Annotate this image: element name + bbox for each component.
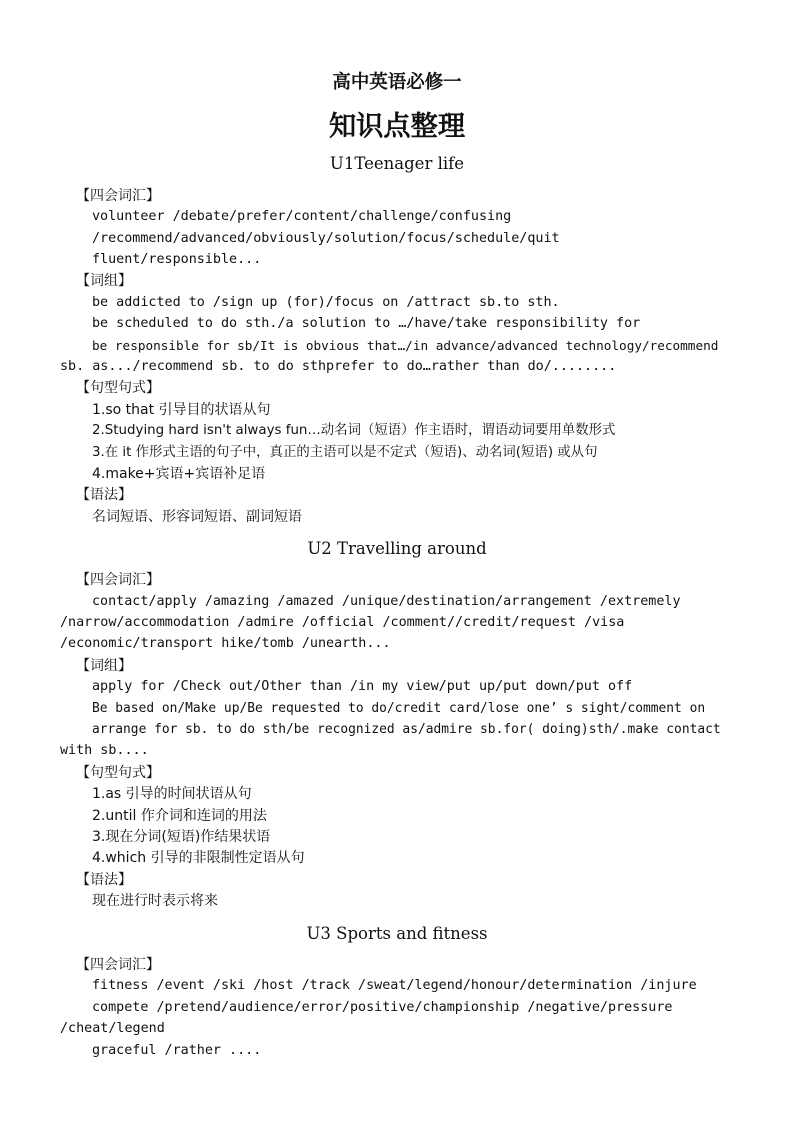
unit3-vocab-line: fitness /event /ski /host /track /sweat/legend/honour/determination /injure xyxy=(92,978,697,993)
unit1-sentence-label: 【句型句式】 xyxy=(76,380,160,396)
unit1-sentence-line: 2.Studying hard isn't always fun…动名词（短语）作主语时，谓语动词要用单数形式 xyxy=(92,423,616,438)
unit2-sentence-line: 2.until 作介词和连词的用法 xyxy=(92,808,267,824)
unit3-vocab-line: /cheat/legend xyxy=(60,1021,165,1036)
unit2-heading: U2 Travelling around xyxy=(307,539,487,558)
unit1-phrase-label: 【词组】 xyxy=(76,273,132,289)
unit2-sentence-line: 4.which 引导的非限制性定语从句 xyxy=(92,850,305,866)
unit2-sentence-label: 【句型句式】 xyxy=(76,765,160,781)
unit2-vocab-label: 【四会词汇】 xyxy=(76,572,160,588)
unit1-sentence-line: 3.在 it 作形式主语的句子中，真正的主语可以是不定式（短语)、动名词(短语) 或从句 xyxy=(92,445,598,460)
document-title: 高中英语必修一 xyxy=(332,72,462,93)
unit1-vocab-line: volunteer /debate/prefer/content/challenge/confusing xyxy=(92,209,512,224)
unit1-vocab-line: fluent/responsible... xyxy=(92,252,262,267)
unit2-grammar-label: 【语法】 xyxy=(76,872,132,888)
unit2-phrase-line: arrange for sb. to do sth/be recognized as/admire sb.for( doing)sth/.make contact xyxy=(92,722,721,737)
unit1-phrase-line: sb. as.../recommend sb. to do sthprefer to do…rather than do/........ xyxy=(60,359,617,374)
unit1-vocab-label: 【四会词汇】 xyxy=(76,188,160,204)
document-subtitle: 知识点整理 xyxy=(328,111,466,142)
unit2-vocab-line: contact/apply /amazing /amazed /unique/destination/arrangement /extremely xyxy=(92,594,681,609)
unit1-phrase-line: be addicted to /sign up (for)/focus on /attract sb.to sth. xyxy=(92,295,560,310)
unit3-vocab-label: 【四会词汇】 xyxy=(76,957,160,973)
unit1-phrase-line: be responsible for sb/It is obvious that…/in advance/advanced technology/recommend xyxy=(92,338,719,353)
unit1-grammar-line: 名词短语、形容词短语、副词短语 xyxy=(92,509,302,525)
unit2-phrase-line: Be based on/Make up/Be requested to do/credit card/lose one’ s sight/comment on xyxy=(92,701,706,716)
unit1-grammar-label: 【语法】 xyxy=(76,487,132,503)
unit2-grammar-line: 现在进行时表示将来 xyxy=(92,893,218,909)
unit2-sentence-line: 3.现在分词(短语)作结果状语 xyxy=(92,829,271,845)
unit2-vocab-line: /narrow/accommodation /admire /official /comment//credit/request /visa xyxy=(60,615,625,630)
unit2-phrase-line: with sb.... xyxy=(60,743,149,758)
unit3-heading: U3 Sports and fitness xyxy=(306,924,488,943)
unit1-vocab-line: /recommend/advanced/obviously/solution/focus/schedule/quit xyxy=(92,231,560,246)
unit1-sentence-line: 4.make+宾语+宾语补足语 xyxy=(92,466,266,482)
unit3-vocab-line: compete /pretend/audience/error/positive/championship /negative/pressure xyxy=(92,1000,673,1015)
unit2-vocab-line: /economic/transport hike/tomb /unearth... xyxy=(60,636,391,651)
unit1-heading: U1Teenager life xyxy=(329,154,465,173)
unit3-vocab-line: graceful /rather .... xyxy=(92,1043,262,1058)
unit1-sentence-line: 1.so that 引导目的状语从句 xyxy=(92,402,271,418)
unit1-phrase-line: be scheduled to do sth./a solution to …/have/take responsibility for xyxy=(92,316,641,331)
unit2-phrase-label: 【词组】 xyxy=(76,658,132,674)
unit2-sentence-line: 1.as 引导的时间状语从句 xyxy=(92,786,252,802)
unit2-phrase-line: apply for /Check out/Other than /in my view/put up/put down/put off xyxy=(92,679,633,694)
